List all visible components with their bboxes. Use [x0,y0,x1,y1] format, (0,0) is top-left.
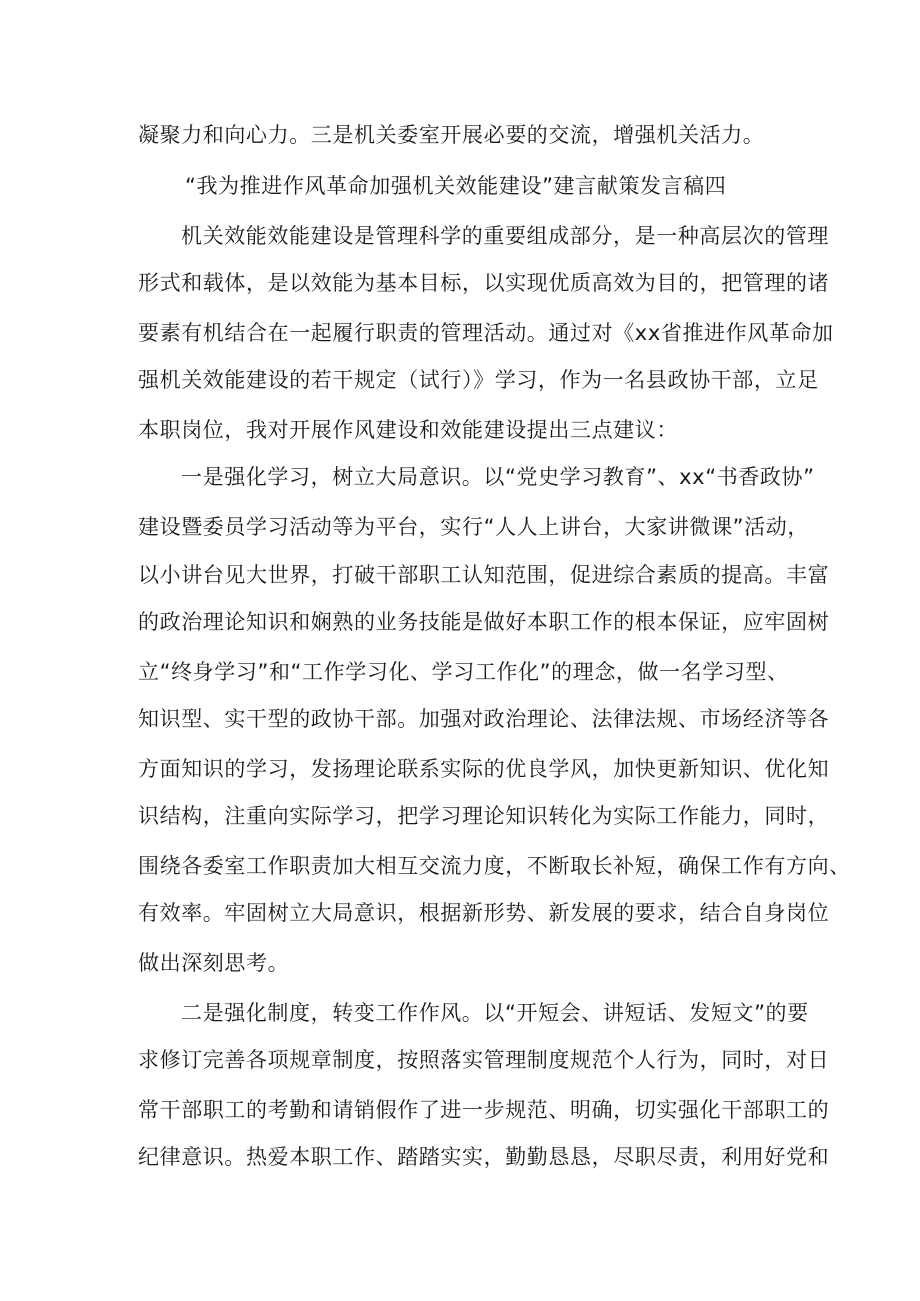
paragraph-line: 识结构，注重向实际学习，把学习理论知识转化为实际工作能力，同时， [138,804,830,828]
paragraph-line: 求修订完善各项规章制度，按照落实管理制度规范个人行为，同时，对日 [138,1048,830,1072]
paragraph-line: 一是强化学习，树立大局意识。以“党史学习教育”、xx“书香政协” [181,465,815,489]
paragraph-line: 立“终身学习”和“工作学习化、学习工作化”的理念，做一名学习型、 [138,660,789,684]
paragraph-line: 建设暨委员学习活动等为平台，实行“人人上讲台，大家讲微课”活动， [138,515,809,539]
paragraph-line: 以小讲台见大世界，打破干部职工认知范围，促进综合素质的提高。丰富 [138,563,830,587]
paragraph-line: 方面知识的学习，发扬理论联系实际的优良学风，加快更新知识、优化知 [138,757,830,781]
paragraph-line: 强机关效能建设的若干规定（试行）》学习，作为一名县政协干部，立足 [138,368,819,392]
paragraph-line: 的政治理论知识和娴熟的业务技能是做好本职工作的根本保证，应牢固树 [138,610,830,634]
paragraph-line: 形式和载体，是以效能为基本目标，以实现优质高效为目的，把管理的诸 [138,271,830,295]
paragraph-line: 纪律意识。热爱本职工作、踏踏实实，勤勤恳恳，尽职尽责，利用好党和 [138,1145,830,1169]
paragraph-line: 要素有机结合在一起履行职责的管理活动。通过对《xx省推进作风革命加 [138,321,834,345]
paragraph-line: 做出深刻思考。 [138,951,290,975]
paragraph-line: 知识型、实干型的政协干部。加强对政治理论、法律法规、市场经济等各 [138,707,830,731]
paragraph-line: 围绕各委室工作职责加大相互交流力度，不断取长补短，确保工作有方向、 [138,854,851,878]
document-title: “我为推进作风革命加强机关效能建设”建言献策发言稿四 [185,174,727,198]
paragraph-line: 本职岗位，我对开展作风建设和效能建设提出三点建议： [138,418,678,442]
paragraph-line: 凝聚力和向心力。三是机关委室开展必要的交流，增强机关活力。 [138,123,765,147]
paragraph-line: 有效率。牢固树立大局意识，根据新形势、新发展的要求，结合自身岗位 [138,901,830,925]
paragraph-line: 常干部职工的考勤和请销假作了进一步规范、明确，切实强化干部职工的 [138,1098,830,1122]
paragraph-line: 二是强化制度，转变工作作风。以“开短会、讲短话、发短文”的要 [181,1001,809,1025]
paragraph-line: 机关效能效能建设是管理科学的重要组成部分，是一种高层次的管理 [181,224,829,248]
